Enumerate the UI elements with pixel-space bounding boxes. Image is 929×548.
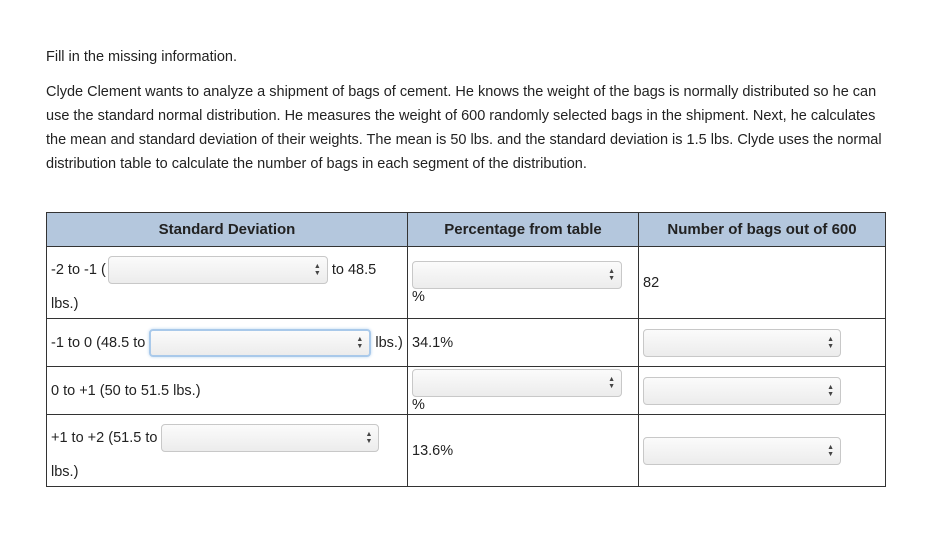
up-down-arrows-icon: ▲ ▼ — [313, 262, 321, 277]
sd-label: +1 to +2 (51.5 to — [51, 429, 158, 446]
bags-select[interactable] — [643, 377, 841, 405]
bags-cell — [639, 415, 886, 487]
percent-select[interactable] — [412, 261, 622, 289]
table-header-row — [47, 213, 886, 247]
sd-cell — [47, 319, 408, 367]
percent-unit: % — [412, 288, 425, 305]
sd-cell: 0 to +1 (50 to 51.5 lbs.) — [47, 367, 408, 415]
sd-label-suffix: lbs.) — [51, 463, 79, 480]
bags-cell — [639, 319, 886, 367]
sd-label: -2 to -1 ( — [51, 261, 106, 278]
problem-text: Clyde Clement wants to analyze a shipment of bags of cement. He knows the weight of the bags is normally distributed so he can use the standard normal distribution. He measures the weight of 600 randomly selected bags in the shipment. Next, he calculates the mean and standard deviation of their weights. The mean is 50 lbs. and the standard deviation is 1.5 lbs. Clyde uses the normal distribution table to calculate the number of bags in each segment of the distribution. — [46, 84, 882, 172]
sd-label-suffix: lbs.) — [375, 334, 403, 351]
sd-cell — [47, 415, 408, 487]
percent-cell — [408, 247, 639, 319]
header-number-of-bags: Number of bags out of 600 — [639, 213, 886, 247]
instruction-text: Fill in the missing information. — [46, 49, 237, 65]
up-down-arrows-icon: ▲ ▼ — [365, 430, 373, 445]
percent-select[interactable] — [412, 369, 622, 397]
distribution-table — [46, 212, 886, 487]
header-percentage: Percentage from table — [408, 213, 639, 247]
table-row — [47, 415, 886, 487]
sd-label-mid: to 48.5 — [331, 261, 377, 278]
up-down-arrows-icon: ▲ ▼ — [356, 335, 364, 350]
header-standard-deviation: Standard Deviation — [47, 213, 408, 247]
sd-upper-bound-select[interactable] — [161, 424, 379, 452]
up-down-arrows-icon: ▲ ▼ — [827, 443, 834, 458]
percent-cell: 13.6% — [408, 415, 639, 487]
table-row — [47, 247, 886, 319]
percent-unit: % — [412, 396, 425, 413]
sd-lower-bound-select[interactable] — [108, 256, 328, 284]
sd-label: -1 to 0 (48.5 to — [51, 334, 146, 351]
table-row — [47, 367, 886, 415]
sd-upper-bound-select[interactable] — [149, 329, 371, 357]
up-down-arrows-icon: ▲ ▼ — [608, 375, 615, 390]
bags-cell: 82 — [639, 247, 886, 319]
bags-select[interactable] — [643, 329, 841, 357]
percent-cell — [408, 367, 639, 415]
table-row — [47, 319, 886, 367]
up-down-arrows-icon: ▲ ▼ — [827, 383, 834, 398]
up-down-arrows-icon: ▲ ▼ — [608, 267, 615, 282]
up-down-arrows-icon: ▲ ▼ — [827, 335, 834, 350]
percent-cell: 34.1% — [408, 319, 639, 367]
sd-cell — [47, 247, 408, 319]
bags-cell — [639, 367, 886, 415]
bags-select[interactable] — [643, 437, 841, 465]
sd-label-suffix: lbs.) — [51, 295, 79, 312]
